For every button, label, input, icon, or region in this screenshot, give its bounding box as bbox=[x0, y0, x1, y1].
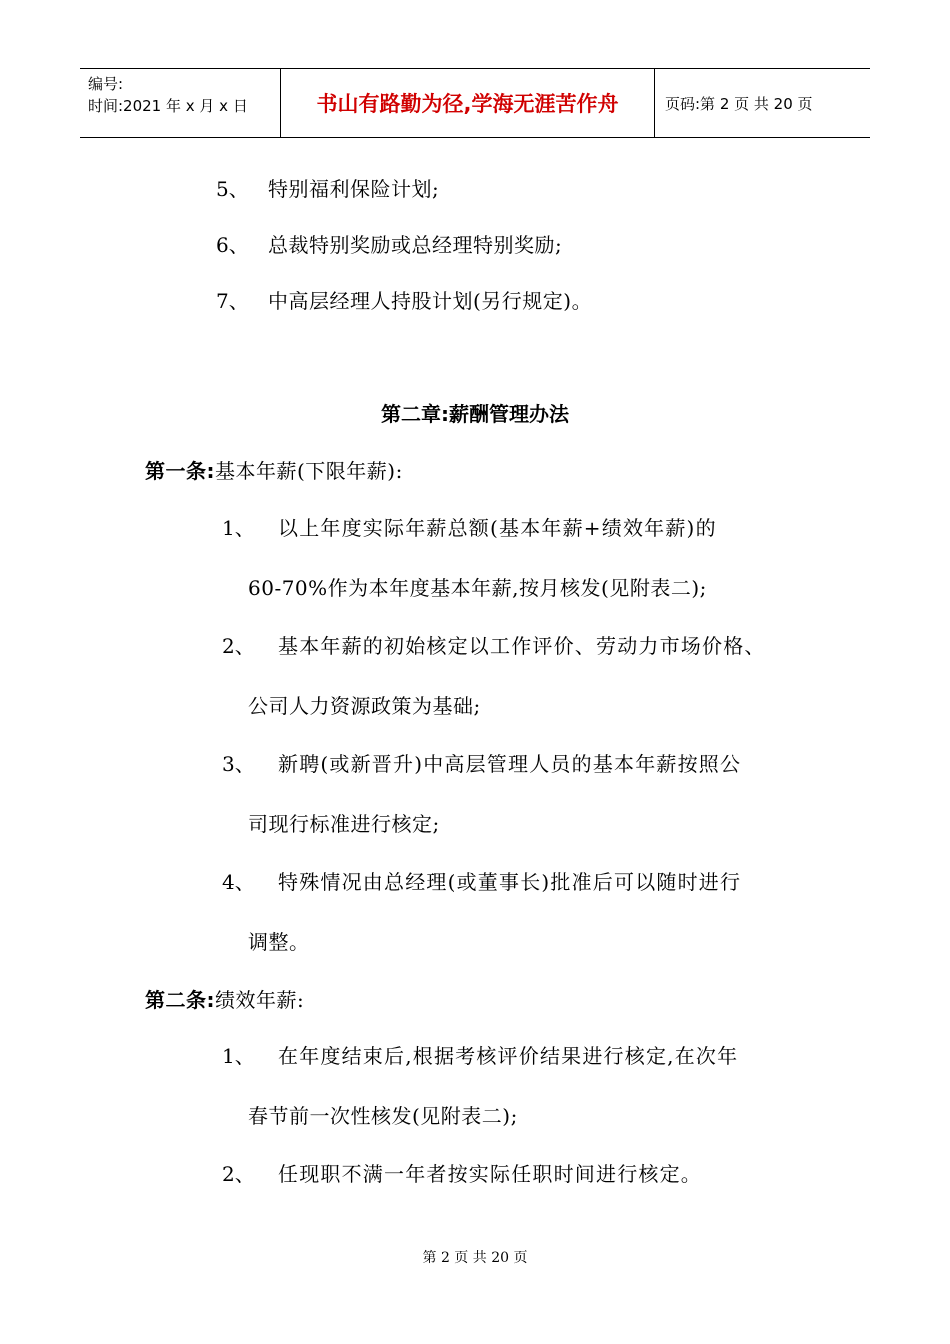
time-label: 时间:2021 年 x 月 x 日 bbox=[88, 97, 248, 115]
item-text-line2: 调整。 bbox=[248, 930, 310, 954]
item-text-line1: 以上年度实际年薪总额(基本年薪+绩效年薪)的 bbox=[278, 516, 717, 540]
item-text-line2: 公司人力资源政策为基础; bbox=[248, 694, 481, 718]
item-text-line1: 新聘(或新晋升)中高层管理人员的基本年薪按照公 bbox=[278, 752, 742, 776]
article-label: 第二条: bbox=[145, 988, 215, 1012]
list-item-text: 特别福利保险计划; bbox=[268, 177, 440, 201]
article-title: 基本年薪(下限年薪): bbox=[215, 459, 403, 483]
list-item-text: 中高层经理人持股计划(另行规定)。 bbox=[268, 289, 593, 313]
page-footer: 第 2 页 共 20 页 bbox=[422, 1250, 528, 1266]
item-number: 1、 bbox=[222, 1044, 255, 1068]
item-number: 4、 bbox=[222, 870, 255, 894]
header-motto: 书山有路勤为径,学海无涯苦作舟 bbox=[281, 69, 655, 137]
item-number: 2、 bbox=[222, 634, 255, 658]
list-item-number: 5、 bbox=[216, 177, 249, 201]
item-text-line1: 特殊情况由总经理(或董事长)批准后可以随时进行 bbox=[278, 870, 742, 894]
item-text-line2: 60-70%作为本年度基本年薪,按月核发(见附表二); bbox=[248, 576, 707, 600]
list-item-number: 7、 bbox=[216, 289, 249, 313]
item-text-line1: 基本年薪的初始核定以工作评价、劳动力市场价格、 bbox=[278, 634, 766, 658]
item-number: 2、 bbox=[222, 1162, 255, 1186]
item-text-line1: 任现职不满一年者按实际任职时间进行核定。 bbox=[278, 1162, 702, 1186]
number-label: 编号: bbox=[88, 75, 124, 93]
article-label: 第一条: bbox=[145, 459, 215, 483]
item-text-line1: 在年度结束后,根据考核评价结果进行核定,在次年 bbox=[278, 1044, 739, 1068]
item-number: 1、 bbox=[222, 516, 255, 540]
item-text-line2: 司现行标准进行核定; bbox=[248, 812, 440, 836]
page-header bbox=[80, 68, 870, 138]
chapter-title: 第二章:薪酬管理办法 bbox=[381, 402, 569, 426]
list-item-text: 总裁特别奖励或总经理特别奖励; bbox=[268, 233, 563, 257]
article-title: 绩效年薪: bbox=[215, 988, 305, 1012]
header-meta bbox=[80, 69, 281, 137]
header-page-info: 页码:第 2 页 共 20 页 bbox=[665, 94, 813, 113]
article-heading bbox=[145, 455, 403, 484]
item-text-line2: 春节前一次性核发(见附表二); bbox=[248, 1104, 518, 1128]
item-number: 3、 bbox=[222, 752, 255, 776]
list-item-number: 6、 bbox=[216, 233, 249, 257]
article-heading bbox=[145, 984, 304, 1013]
